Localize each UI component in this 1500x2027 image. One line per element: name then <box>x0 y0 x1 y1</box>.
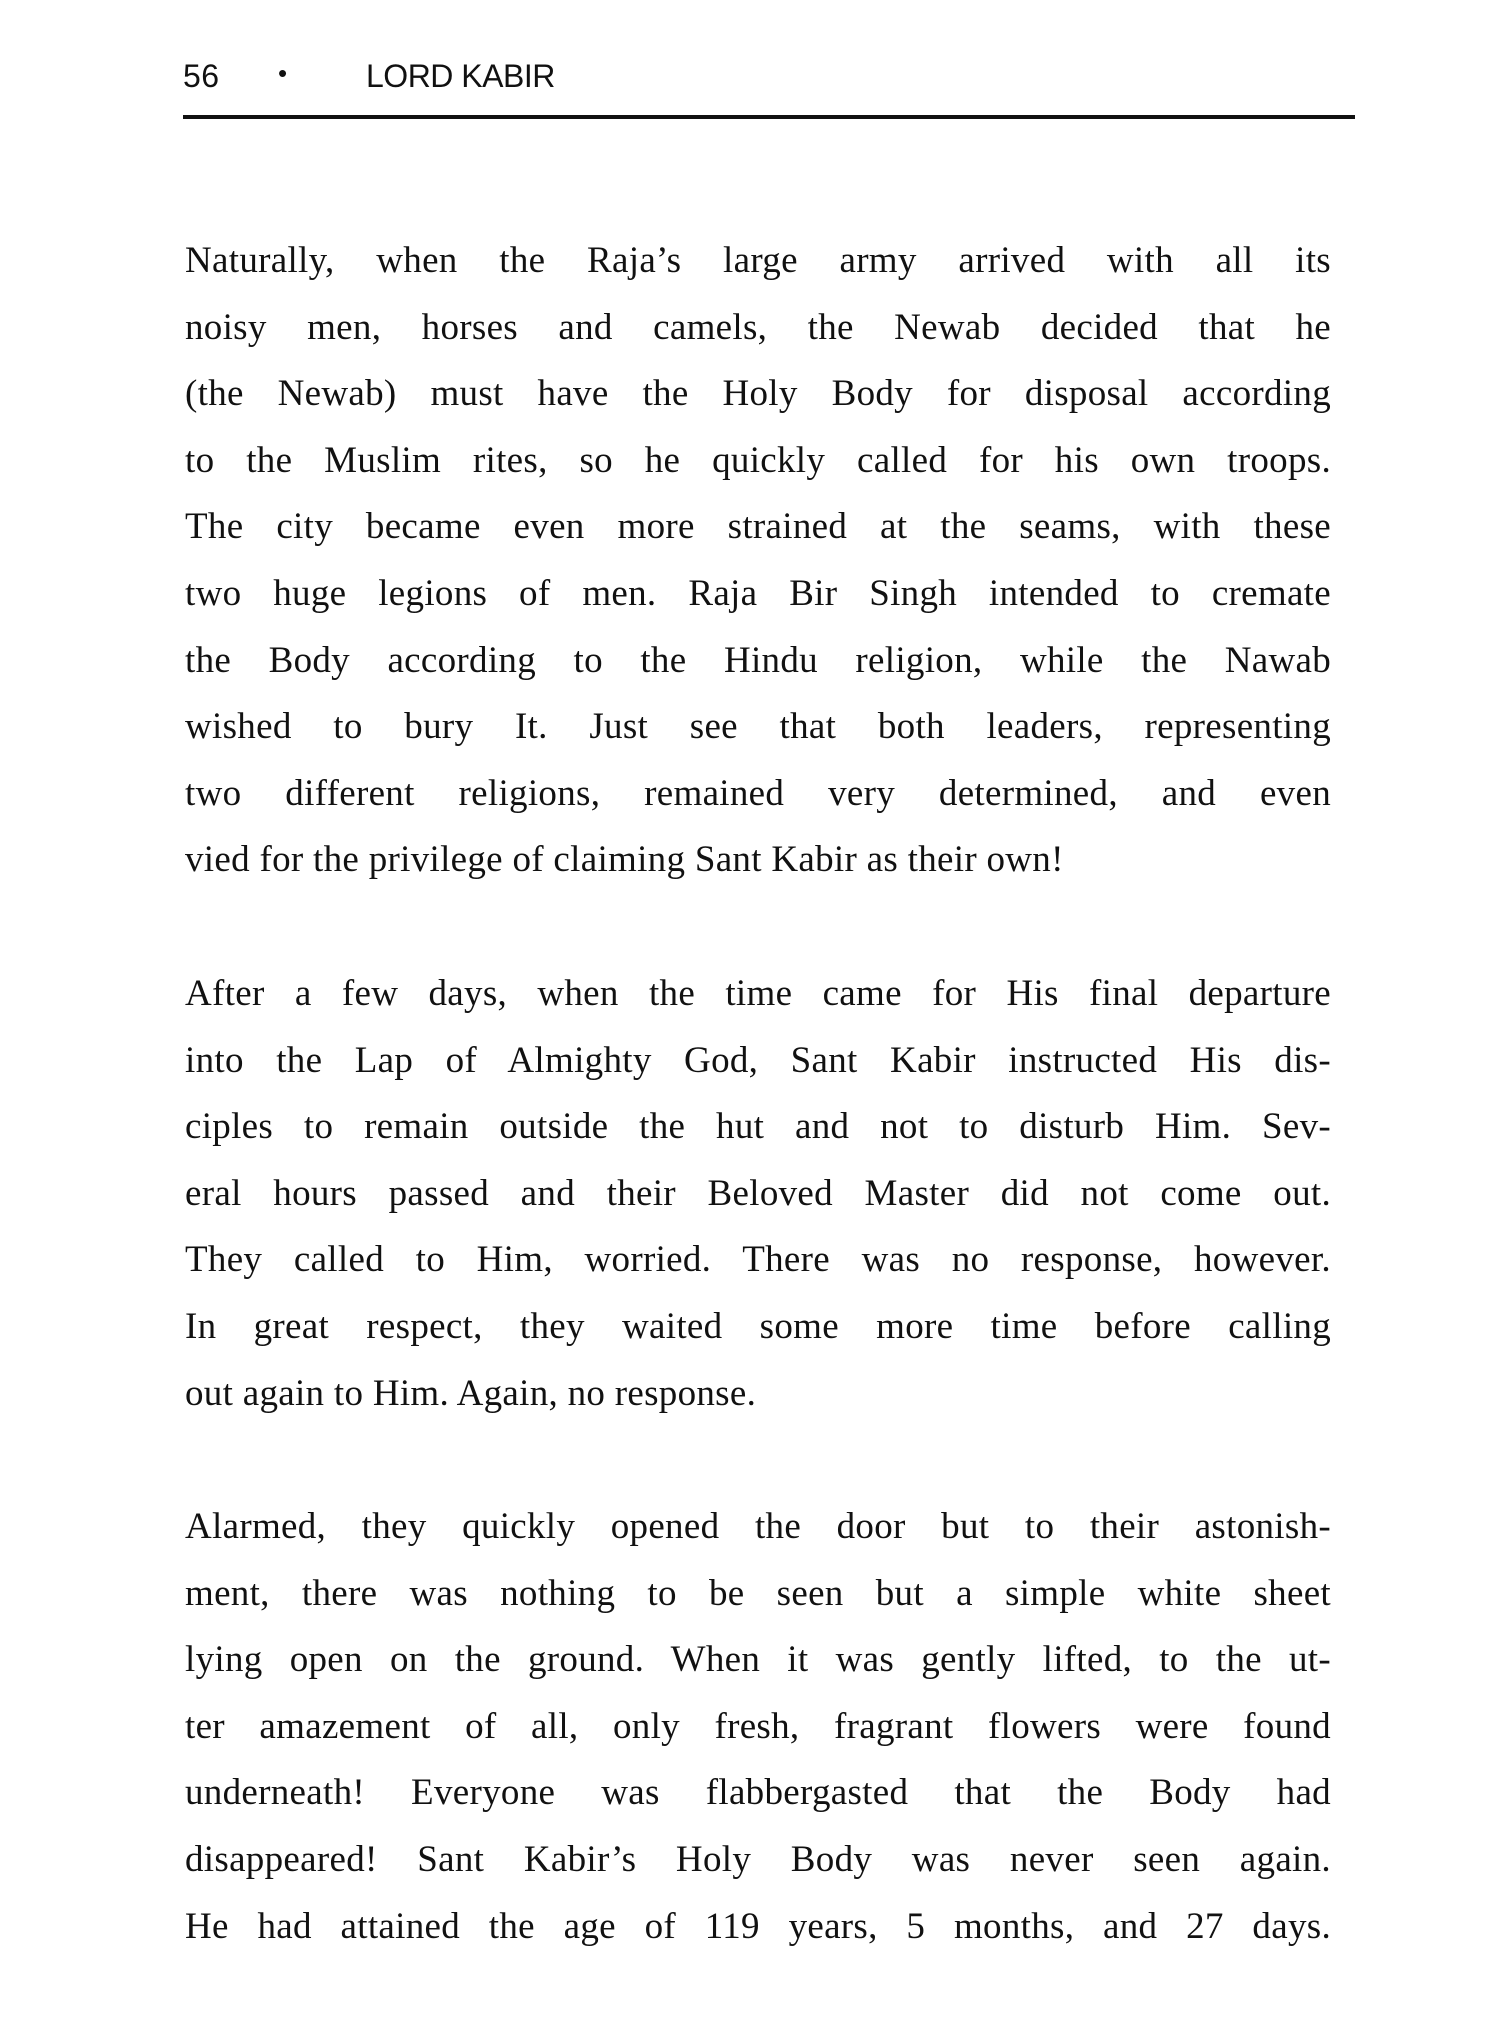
text-line: Alarmed, they quickly opened the door but to their astonish- <box>185 1506 1331 1548</box>
text-line: vied for the privilege of claiming Sant Kabir as their own! <box>185 839 1064 881</box>
paragraph-final-departure <box>185 961 1331 1427</box>
body-text <box>185 228 1331 2027</box>
header-separator-bullet: • <box>278 58 288 88</box>
paragraph-army-arrival <box>185 228 1331 894</box>
text-line: two different religions, remained very determined, and even <box>185 772 1331 814</box>
text-line: Naturally, when the Raja’s large army arrived with all its <box>185 240 1331 281</box>
text-line: The city became even more strained at the seams, with these <box>185 506 1331 548</box>
text-line: He had attained the age of 119 years, 5 months, and 27 days. <box>185 1905 1331 1947</box>
header-rule <box>183 115 1355 119</box>
paragraph-flowers-found <box>185 1494 1331 1960</box>
text-line: lying open on the ground. When it was gently lifted, to the ut- <box>185 1639 1331 1681</box>
text-line: to the Muslim rites, so he quickly called for his own troops. <box>185 439 1331 481</box>
text-line: ciples to remain outside the hut and not to disturb Him. Sev- <box>185 1106 1331 1148</box>
text-line: wished to bury It. Just see that both leaders, representing <box>185 706 1331 748</box>
text-line: disappeared! Sant Kabir’s Holy Body was never seen again. <box>185 1839 1331 1881</box>
text-line: into the Lap of Almighty God, Sant Kabir instructed His dis- <box>185 1039 1331 1081</box>
text-line: eral hours passed and their Beloved Master did not come out. <box>185 1172 1331 1214</box>
text-line: ment, there was nothing to be seen but a simple white sheet <box>185 1572 1331 1614</box>
text-line: out again to Him. Again, no response. <box>185 1372 757 1414</box>
text-line: (the Newab) must have the Holy Body for disposal according <box>185 373 1331 415</box>
text-line: After a few days, when the time came for His final departure <box>185 972 1331 1014</box>
text-line: the Body according to the Hindu religion, while the Nawab <box>185 639 1331 681</box>
book-title: LORD KABIR <box>366 58 555 94</box>
text-line: underneath! Everyone was flabbergasted that the Body had <box>185 1772 1331 1814</box>
text-line: two huge legions of men. Raja Bir Singh intended to cremate <box>185 572 1331 614</box>
text-line: They called to Him, worried. There was no response, however. <box>185 1239 1331 1281</box>
page-number: 56 <box>183 58 220 94</box>
text-line: In great respect, they waited some more time before calling <box>185 1305 1331 1347</box>
text-line: ter amazement of all, only fresh, fragrant flowers were found <box>185 1705 1331 1747</box>
running-header <box>183 52 1355 122</box>
text-line: noisy men, horses and camels, the Newab decided that he <box>185 306 1331 348</box>
